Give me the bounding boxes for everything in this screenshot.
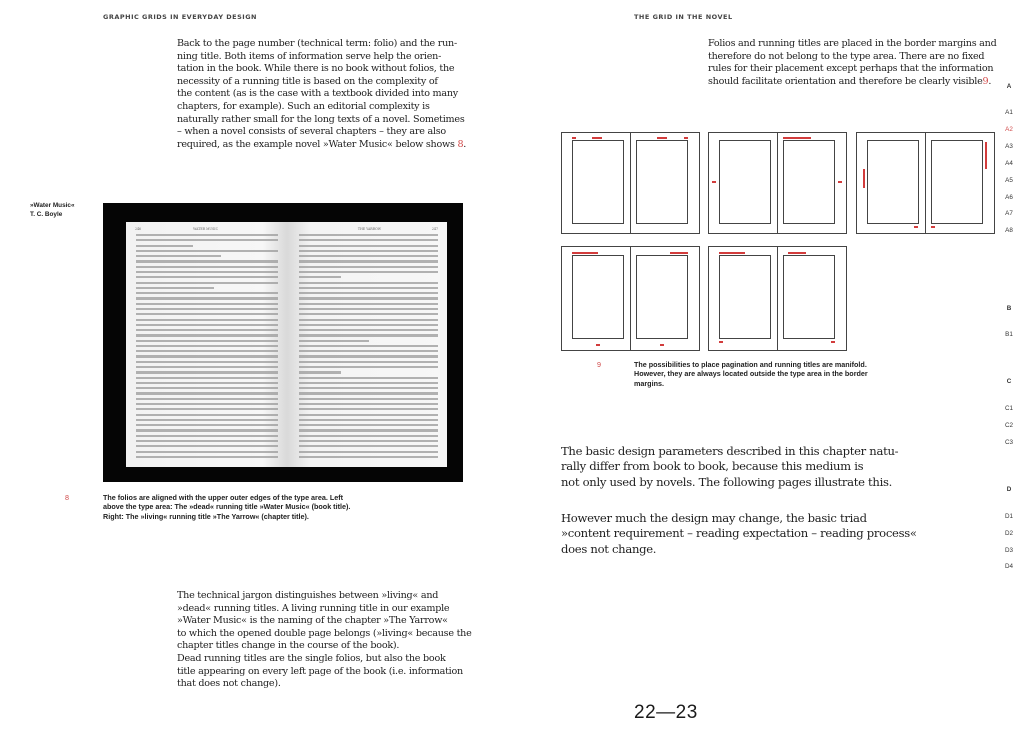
caption-line: margins. <box>634 378 664 388</box>
text-line-content: should facilitate orientation and therefore be clearly visible <box>708 75 983 87</box>
index-section-a[interactable]: A <box>1006 83 1012 90</box>
figure-caption-9 <box>634 360 924 388</box>
book-left-text-block <box>136 234 278 461</box>
photo-side-label <box>30 201 75 219</box>
spine-line <box>777 247 778 350</box>
index-item-d4[interactable]: D4 <box>1004 563 1014 570</box>
folio-mark <box>831 341 835 343</box>
caption-line: above the type area: The »dead« running title »Water Music« (book title). <box>103 502 351 512</box>
book-right-page <box>287 222 447 467</box>
punctuation: . <box>988 75 992 87</box>
running-title-mark <box>788 252 806 254</box>
book-left-header <box>135 227 278 231</box>
spine-line <box>777 133 778 233</box>
figure-reference-9[interactable]: 9 <box>982 75 989 87</box>
running-head-right: THE GRID IN THE NOVEL <box>634 13 733 21</box>
book-right-text-block <box>299 234 438 461</box>
text-line: tation in the book. While there is no book without folios, the <box>177 63 455 75</box>
type-area-right <box>636 140 688 224</box>
text-line: – when a novel consists of several chapters – they are also <box>177 126 446 138</box>
running-title-mark <box>670 252 688 254</box>
folio-mark <box>684 137 688 139</box>
type-area-left <box>572 255 624 339</box>
text-line-content: required, as the example novel »Water Music« below shows <box>177 138 458 150</box>
spread-diagram-3 <box>856 132 995 234</box>
index-item-a6[interactable]: A6 <box>1005 194 1013 201</box>
index-item-a7[interactable]: A7 <box>1005 210 1013 217</box>
folio-mark <box>914 226 918 228</box>
index-item-a5[interactable]: A5 <box>1005 177 1013 184</box>
book-left-page <box>126 222 287 467</box>
text-line: not only used by novels. The following pages illustrate this. <box>561 474 893 489</box>
spread-diagram-5 <box>708 246 847 351</box>
figure-number-9: 9 <box>597 360 601 369</box>
book-photo <box>103 203 463 482</box>
running-title-mark-vertical <box>863 169 865 188</box>
text-line: rules for their placement except perhaps that the information <box>708 63 994 75</box>
running-title-mark <box>719 252 745 254</box>
text-line: that does not change). <box>177 678 281 690</box>
paragraph-design-parameters <box>561 444 981 490</box>
text-line: therefore do not belong to the type area. There are no fixed <box>708 50 985 62</box>
text-line: necessity of a running title is based on the complexity of <box>177 75 438 87</box>
book-right-header <box>299 227 438 231</box>
book-left-running-title: WATER MUSIC <box>193 227 219 231</box>
spine-line <box>925 133 926 233</box>
index-item-a2[interactable]: A2 <box>1005 126 1013 133</box>
caption-line: The folios are aligned with the upper outer edges of the type area. Left <box>103 493 344 502</box>
intro-paragraph-right <box>708 38 1008 88</box>
book-left-folio: 246 <box>135 227 142 231</box>
paragraph-basic-triad <box>561 511 981 557</box>
type-area-right <box>636 255 688 339</box>
index-item-c1[interactable]: C1 <box>1004 405 1014 412</box>
book-right-running-title: THE YARROW <box>357 227 381 231</box>
index-section-b[interactable]: B <box>1006 305 1012 312</box>
folio-mark <box>572 137 576 139</box>
text-line: ning title. Both items of information serve help the orien- <box>177 50 442 62</box>
spread-diagram-1 <box>561 132 700 234</box>
index-item-a4[interactable]: A4 <box>1005 160 1013 167</box>
text-line: The technical jargon distinguishes between »living« and <box>177 590 439 601</box>
text-line: Back to the page number (technical term: folio) and the run- <box>177 38 457 49</box>
type-area-left <box>719 255 771 339</box>
type-area-right <box>783 255 835 339</box>
folio-mark <box>838 181 842 183</box>
type-area-left <box>719 140 771 224</box>
text-line: However much the design may change, the basic triad <box>561 511 867 525</box>
index-item-a3[interactable]: A3 <box>1005 143 1013 150</box>
text-line: to which the opened double page belongs (»living« because the <box>177 627 472 639</box>
index-item-a1[interactable]: A1 <box>1005 109 1013 116</box>
text-line: chapters, for example). Such an editorial complexity is <box>177 100 430 112</box>
caption-line: The possibilities to place pagination and running titles are manifold. <box>634 360 867 369</box>
running-title-mark <box>572 252 598 254</box>
folio-mark <box>931 226 935 228</box>
index-item-d1[interactable]: D1 <box>1004 513 1014 520</box>
book-title-label: »Water Music« <box>30 202 75 209</box>
intro-paragraph-left <box>177 38 477 151</box>
book-right-folio: 247 <box>431 227 438 231</box>
caption-line: Right: The »living« running title »The Yarrow« (chapter title). <box>103 511 309 521</box>
spine-line <box>630 133 631 233</box>
running-title-mark-vertical <box>985 142 987 169</box>
index-section-c[interactable]: C <box>1006 378 1012 385</box>
index-item-d3[interactable]: D3 <box>1004 547 1014 554</box>
folio-mark <box>719 341 723 343</box>
figure-caption-8 <box>103 493 463 521</box>
spread-diagram-4 <box>561 246 700 351</box>
index-item-d2[interactable]: D2 <box>1004 530 1014 537</box>
running-title-mark <box>783 137 811 139</box>
page-numbers: 22—23 <box>634 702 698 723</box>
index-item-a8[interactable]: A8 <box>1005 227 1013 234</box>
index-section-d[interactable]: D <box>1006 486 1012 493</box>
text-line <box>177 139 477 152</box>
text-line: naturally rather small for the long texts of a novel. Sometimes <box>177 113 465 125</box>
book-author-label: T. C. Boyle <box>30 211 63 218</box>
type-area-right <box>931 140 983 224</box>
running-title-mark <box>657 137 667 139</box>
text-line: »dead« running titles. A living running title in our example <box>177 602 450 614</box>
folio-mark <box>660 344 664 346</box>
text-line: title appearing on every left page of the book (i.e. information <box>177 665 463 677</box>
text-line: rally differ from book to book, because this medium is <box>561 459 864 474</box>
text-line: »content requirement – reading expectation – reading process« <box>561 526 917 541</box>
type-area-left <box>572 140 624 224</box>
text-line: chapter titles change in the course of the book). <box>177 640 400 652</box>
text-line: Dead running titles are the single folios, but also the book <box>177 652 446 664</box>
text-line: »Water Music« is the naming of the chapter »The Yarrow« <box>177 615 448 627</box>
text-line: The basic design parameters described in this chapter natu- <box>561 444 899 458</box>
text-line: Folios and running titles are placed in the border margins and <box>708 38 997 49</box>
running-title-mark <box>592 137 602 139</box>
text-line <box>708 76 1008 89</box>
spread-diagram-2 <box>708 132 847 234</box>
index-item-b1[interactable]: B1 <box>1005 331 1013 338</box>
text-line: does not change. <box>561 541 657 556</box>
figure-number-8: 8 <box>65 493 69 502</box>
spine-line <box>630 247 631 350</box>
running-head-left: GRAPHIC GRIDS IN EVERYDAY DESIGN <box>103 13 257 21</box>
figure-reference-8[interactable]: 8 <box>457 138 464 150</box>
folio-mark <box>712 181 716 183</box>
punctuation: . <box>463 138 467 150</box>
text-line: the content (as is the case with a textbook divided into many <box>177 88 458 100</box>
type-area-right <box>783 140 835 224</box>
folio-mark <box>596 344 600 346</box>
index-item-c3[interactable]: C3 <box>1004 439 1014 446</box>
index-item-c2[interactable]: C2 <box>1004 422 1014 429</box>
caption-line: However, they are always located outside the type area in the border <box>634 369 868 379</box>
type-area-left <box>867 140 919 224</box>
bottom-paragraph-left <box>177 590 477 691</box>
